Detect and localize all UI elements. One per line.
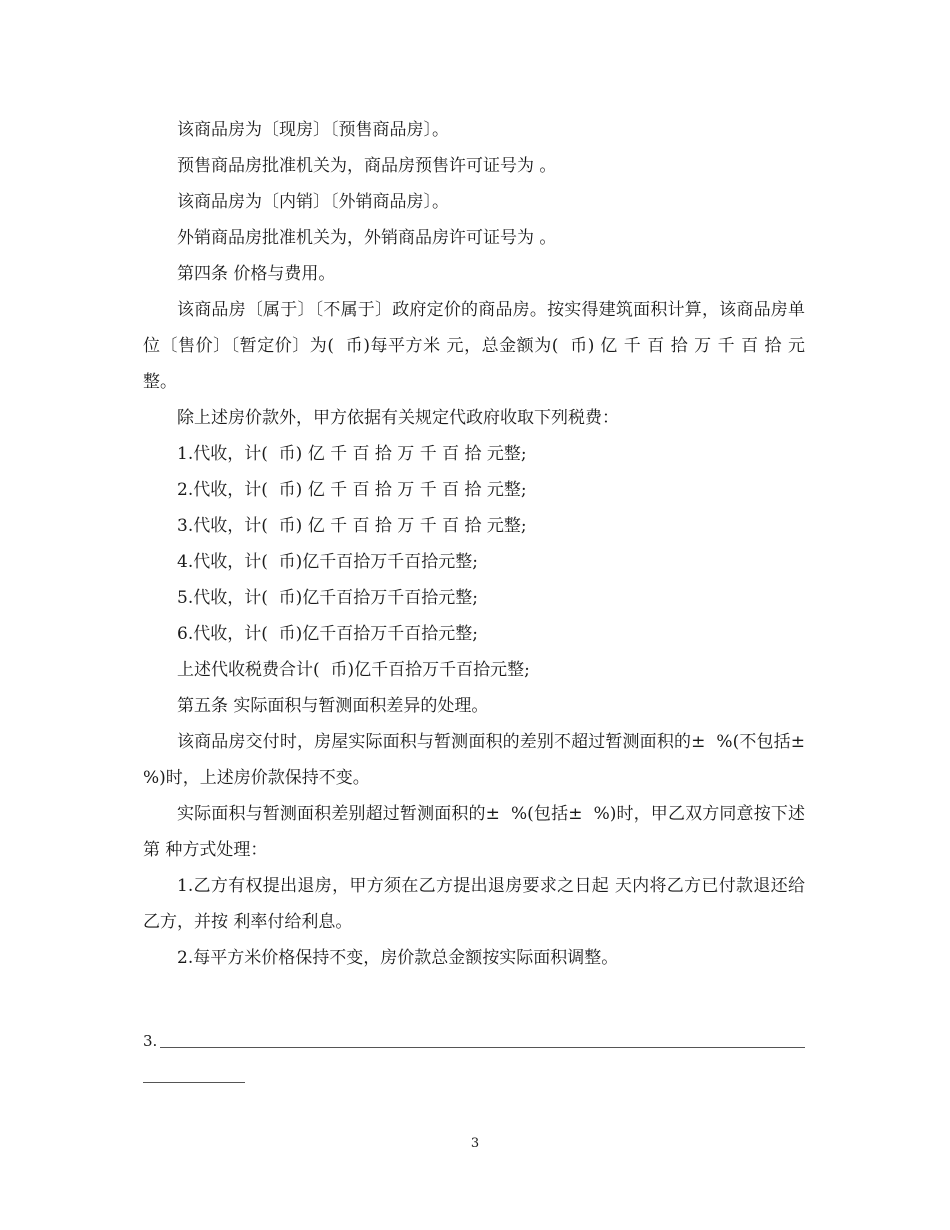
page-number: 3	[470, 1136, 480, 1151]
paragraph: 该商品房为〔现房〕〔预售商品房〕。	[177, 120, 449, 140]
blank-underline-continuation	[143, 1082, 245, 1083]
paragraph: 预售商品房批准机关为，商品房预售许可证号为 。	[177, 156, 557, 176]
list-item: 3.代收，计( 币) 亿 千 百 拾 万 千 百 拾 元整;	[177, 516, 527, 536]
list-item: 1.代收，计( 币) 亿 千 百 拾 万 千 百 拾 元整;	[177, 444, 527, 464]
list-item: 5.代收，计( 币)亿千百拾万千百拾元整;	[177, 588, 479, 608]
paragraph: 上述代收税费合计( 币)亿千百拾万千百拾元整;	[177, 660, 530, 680]
section-heading: 第五条 实际面积与暂测面积差异的处理。	[177, 696, 489, 716]
blank-underline	[160, 1047, 805, 1048]
paragraph: 该商品房为〔内销〕〔外销商品房〕。	[177, 192, 449, 212]
list-item: 4.代收，计( 币)亿千百拾万千百拾元整;	[177, 552, 479, 572]
list-item: 2.代收，计( 币) 亿 千 百 拾 万 千 百 拾 元整;	[177, 480, 527, 500]
list-item: 1.乙方有权提出退房，甲方须在乙方提出退房要求之日起 天内将乙方已付款退还给乙方，并按 利率付给利息。	[143, 876, 805, 932]
paragraph: 该商品房〔属于〕〔不属于〕政府定价的商品房。按实得建筑面积计算，该商品房单位〔售价〕〔暂定价〕为( 币)每平方米 元，总金额为( 币) 亿 千 百 拾 万 千 百 拾 元整。	[143, 300, 805, 392]
list-item: 6.代收，计( 币)亿千百拾万千百拾元整;	[177, 624, 479, 644]
paragraph: 实际面积与暂测面积差别超过暂测面积的± %(包括± %)时，甲乙双方同意按下述第 种方式处理：	[143, 804, 805, 860]
document-body	[143, 112, 816, 976]
fill-item-number: 3.	[143, 1032, 158, 1050]
list-item: 2.每平方米价格保持不变，房价款总金额按实际面积调整。	[177, 948, 619, 968]
paragraph: 该商品房交付时，房屋实际面积与暂测面积的差别不超过暂测面积的± %(不包括± %)时，上述房价款保持不变。	[143, 732, 816, 788]
paragraph: 外销商品房批准机关为，外销商品房许可证号为 。	[177, 228, 557, 248]
paragraph: 除上述房价款外，甲方依据有关规定代政府收取下列税费：	[177, 408, 619, 428]
section-heading: 第四条 价格与费用。	[177, 264, 336, 284]
blank-fill-item	[143, 1028, 805, 1054]
